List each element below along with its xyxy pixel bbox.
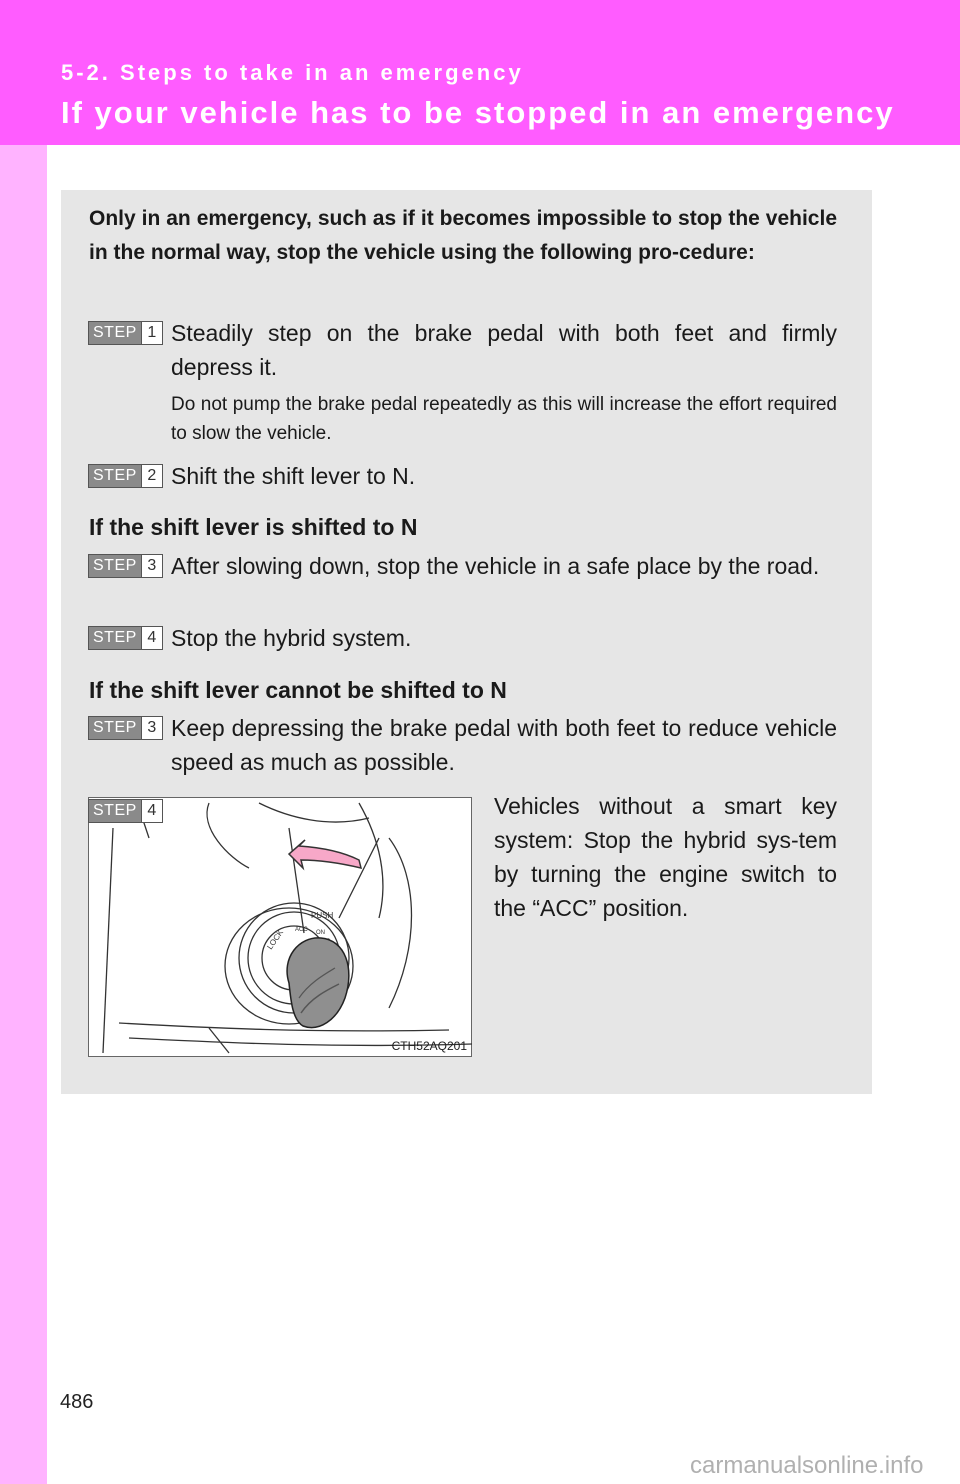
switch-label-acc: ACC — [295, 927, 308, 933]
step-3a-text: After slowing down, stop the vehicle in a safe place by the road. — [171, 553, 820, 579]
turn-arrow-icon — [289, 840, 361, 868]
step-badge-number: 2 — [141, 465, 162, 487]
step-badge-number: 4 — [141, 627, 162, 649]
step-4a-text: Stop the hybrid system. — [171, 625, 412, 651]
step-badge-4a — [88, 626, 163, 650]
step-badge-number: 4 — [141, 800, 162, 822]
step-badge-label: STEP — [89, 627, 141, 649]
step-badge-3a — [88, 554, 163, 578]
step-2-text: Shift the shift lever to N. — [171, 463, 416, 489]
step-badge-number: 3 — [141, 717, 162, 739]
ignition-switch-illustration — [88, 797, 472, 1057]
step-badge-1 — [88, 321, 163, 345]
step-4b-text: Vehicles without a smart key system: Stop the hybrid sys-tem by turning the engine switch to the “ACC” position. — [494, 793, 837, 921]
switch-label-push: PUSH — [311, 911, 334, 920]
ignition-switch-drawing — [89, 798, 473, 1058]
intro-text: Only in an emergency, such as if it becomes impossible to stop the vehicle in the normal way, stop the vehicle using the following pro-cedure: — [89, 207, 837, 264]
switch-label-lock: LOCK — [265, 928, 286, 952]
step-badge-label: STEP — [89, 800, 141, 822]
step-1-note: Do not pump the brake pedal repeatedly as this will increase the effort required to slow the vehicle. — [171, 394, 837, 444]
subheading-shifted-to-n: If the shift lever is shifted to N — [89, 514, 418, 540]
subheading-cannot-shift-to-n: If the shift lever cannot be shifted to N — [89, 677, 507, 703]
section-label: 5-2. Steps to take in an emergency — [61, 60, 524, 85]
step-badge-label: STEP — [89, 465, 141, 487]
step-badge-label: STEP — [89, 717, 141, 739]
step-badge-3b — [88, 716, 163, 740]
step-badge-4b — [88, 799, 163, 823]
page-header — [0, 0, 960, 145]
key-icon — [287, 938, 349, 1028]
step-badge-label: STEP — [89, 555, 141, 577]
step-badge-2 — [88, 464, 163, 488]
page-number: 486 — [60, 1391, 94, 1413]
switch-label-on: ON — [316, 930, 325, 936]
page-title: If your vehicle has to be stopped in an emergency — [61, 95, 895, 130]
step-badge-number: 3 — [141, 555, 162, 577]
watermark: carmanualsonline.info — [690, 1452, 924, 1479]
step-badge-label: STEP — [89, 322, 141, 344]
step-3b-text: Keep depressing the brake pedal with both feet to reduce vehicle speed as much as possible. — [171, 715, 837, 775]
step-badge-number: 1 — [141, 322, 162, 344]
side-strip — [0, 0, 47, 1484]
step-1-text: Steadily step on the brake pedal with both feet and firmly depress it. — [171, 320, 837, 380]
figure-code: CTH52AQ201 — [391, 1039, 467, 1053]
